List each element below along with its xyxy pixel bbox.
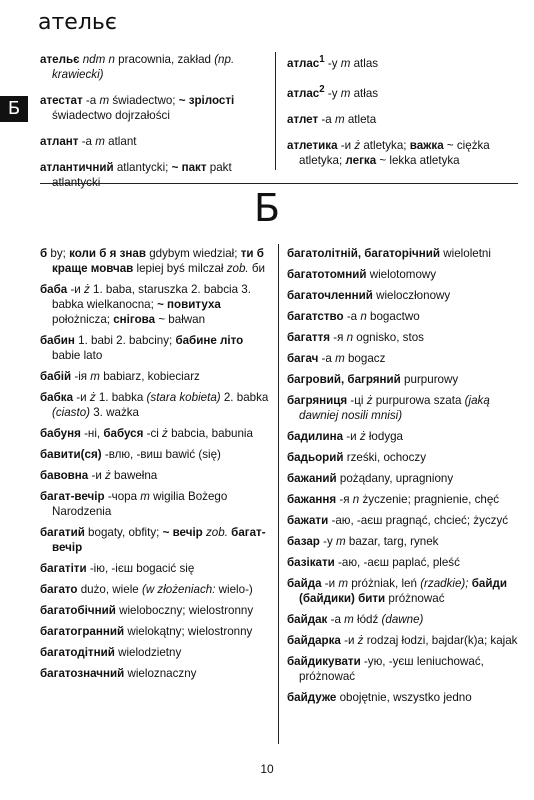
dictionary-entry: багатодітний wielodzietny xyxy=(40,646,182,659)
dictionary-entry: атлетика -и ż atletyka; важка ~ ciężka atletyka; легка ~ lekka atletyka xyxy=(287,138,490,167)
top-left-column xyxy=(40,52,268,201)
dictionary-entry: багатотомний wielotomowy xyxy=(287,268,437,281)
dictionary-entry: атлет -а m atleta xyxy=(287,112,377,126)
dictionary-entry: багаття -я n ognisko, stos xyxy=(287,331,424,344)
dictionary-entry: бабка -и ż 1. babka (stara kobieta) 2. babka (ciasto) 3. ważka xyxy=(40,391,269,419)
dictionary-entry: бавовна -и ż bawełna xyxy=(40,469,158,482)
dictionary-entry: багатіти -ію, -ієш bogacić się xyxy=(40,562,195,575)
dictionary-entry: бадьорий rześki, ochoczy xyxy=(287,451,426,464)
dictionary-entry: багач -а m bogacz xyxy=(287,352,386,365)
dictionary-entry: бавити(ся) -влю, -виш bawić (się) xyxy=(40,448,221,461)
dictionary-entry: ательє ndm n pracownia, zakład (np. krawiecki) xyxy=(40,53,235,81)
dictionary-entry: багатогранний wielokątny; wielostronny xyxy=(40,625,253,638)
dictionary-entry: багатство -а n bogactwo xyxy=(287,310,420,323)
dictionary-entry: багат-вечір -чора m wigilia Bożego Narodzenia xyxy=(40,490,228,518)
dictionary-entry: багряниця -ці ż purpurowa szata (jaką dawniej nosili mnisi) xyxy=(287,394,490,422)
dictionary-entry: байдак -а m łódź (dawne) xyxy=(287,613,424,626)
dictionary-entry: атлантичний atlantycki; ~ пакт pakt atlantycki xyxy=(40,161,232,189)
column-divider-main xyxy=(278,244,279,744)
dictionary-entry: атестат -а m świadectwo; ~ зрілості świadectwo dojrzałości xyxy=(40,94,235,122)
section-divider xyxy=(40,183,518,184)
running-header-word: ательє xyxy=(38,10,117,35)
section-thumb-tab: Б xyxy=(0,96,28,122)
dictionary-entry: атлант -а m atlant xyxy=(40,135,137,148)
dictionary-entry: багатобічний wieloboczny; wielostronny xyxy=(40,604,254,617)
main-right-column xyxy=(287,246,519,711)
dictionary-entry: багатолітній, багаторічний wieloletni xyxy=(287,247,491,260)
dictionary-entry: атлас$^2$ -у m atłas xyxy=(287,83,379,100)
dictionary-entry: багатозначний wieloznaczny xyxy=(40,667,197,680)
dictionary-entry: байда -и m próżniak, leń (rzadkie); байди (байдики) бити próżnować xyxy=(287,577,507,605)
dictionary-entry: бадилина -и ż łodyga xyxy=(287,430,404,443)
dictionary-entry: багаточленний wieloczłonowy xyxy=(287,289,451,302)
dictionary-entry: баба -и ż 1. baba, staruszka 2. babcia 3. babka wielkanocna; ~ повитуха położnicza; снігова ~ bałwan xyxy=(40,283,251,326)
dictionary-entry: багато dużo, wiele (w złożeniach: wielo-) xyxy=(40,583,253,596)
dictionary-entry: бажати -аю, -аєш pragnąć, chcieć; życzyć xyxy=(287,514,509,527)
dictionary-entry: бабуня -ні, бабуся -сі ż babcia, babunia xyxy=(40,427,253,440)
section-letter-heading: Б xyxy=(253,186,281,230)
dictionary-entry: байдарка -и ż rodzaj łodzi, bajdar(k)a; kajak xyxy=(287,634,518,647)
dictionary-entry: б by; коли б я знав gdybym wiedział; ти б краще мовчав lepiej byś milczał zob. би xyxy=(40,247,265,275)
dictionary-entry: багатий bogaty, obfity; ~ вечір zob. багат-вечір xyxy=(40,526,266,554)
dictionary-entry: багровий, багряний purpurowy xyxy=(287,373,459,386)
top-right-column xyxy=(287,52,519,179)
dictionary-entry: базікати -аю, -аєш paplać, pleść xyxy=(287,556,460,569)
page-number: 10 xyxy=(260,762,274,776)
dictionary-entry: бабин 1. babi 2. babciny; бабине літо babie lato xyxy=(40,334,244,362)
column-divider-top xyxy=(275,52,276,170)
dictionary-entry: бажаний pożądany, upragniony xyxy=(287,472,454,485)
dictionary-entry: бажання -я n życzenie; pragnienie, chęć xyxy=(287,493,500,506)
dictionary-entry: байдикувати -ую, -уєш leniuchować, próżnować xyxy=(287,655,484,683)
dictionary-entry: базар -у m bazar, targ, rynek xyxy=(287,535,439,548)
dictionary-entry: атлас$^1$ -у m atlas xyxy=(287,54,379,70)
main-left-column xyxy=(40,246,272,687)
dictionary-entry: бабій -ія m babiarz, kobieciarz xyxy=(40,370,200,383)
dictionary-entry: байдуже obojętnie, wszystko jedno xyxy=(287,691,472,704)
